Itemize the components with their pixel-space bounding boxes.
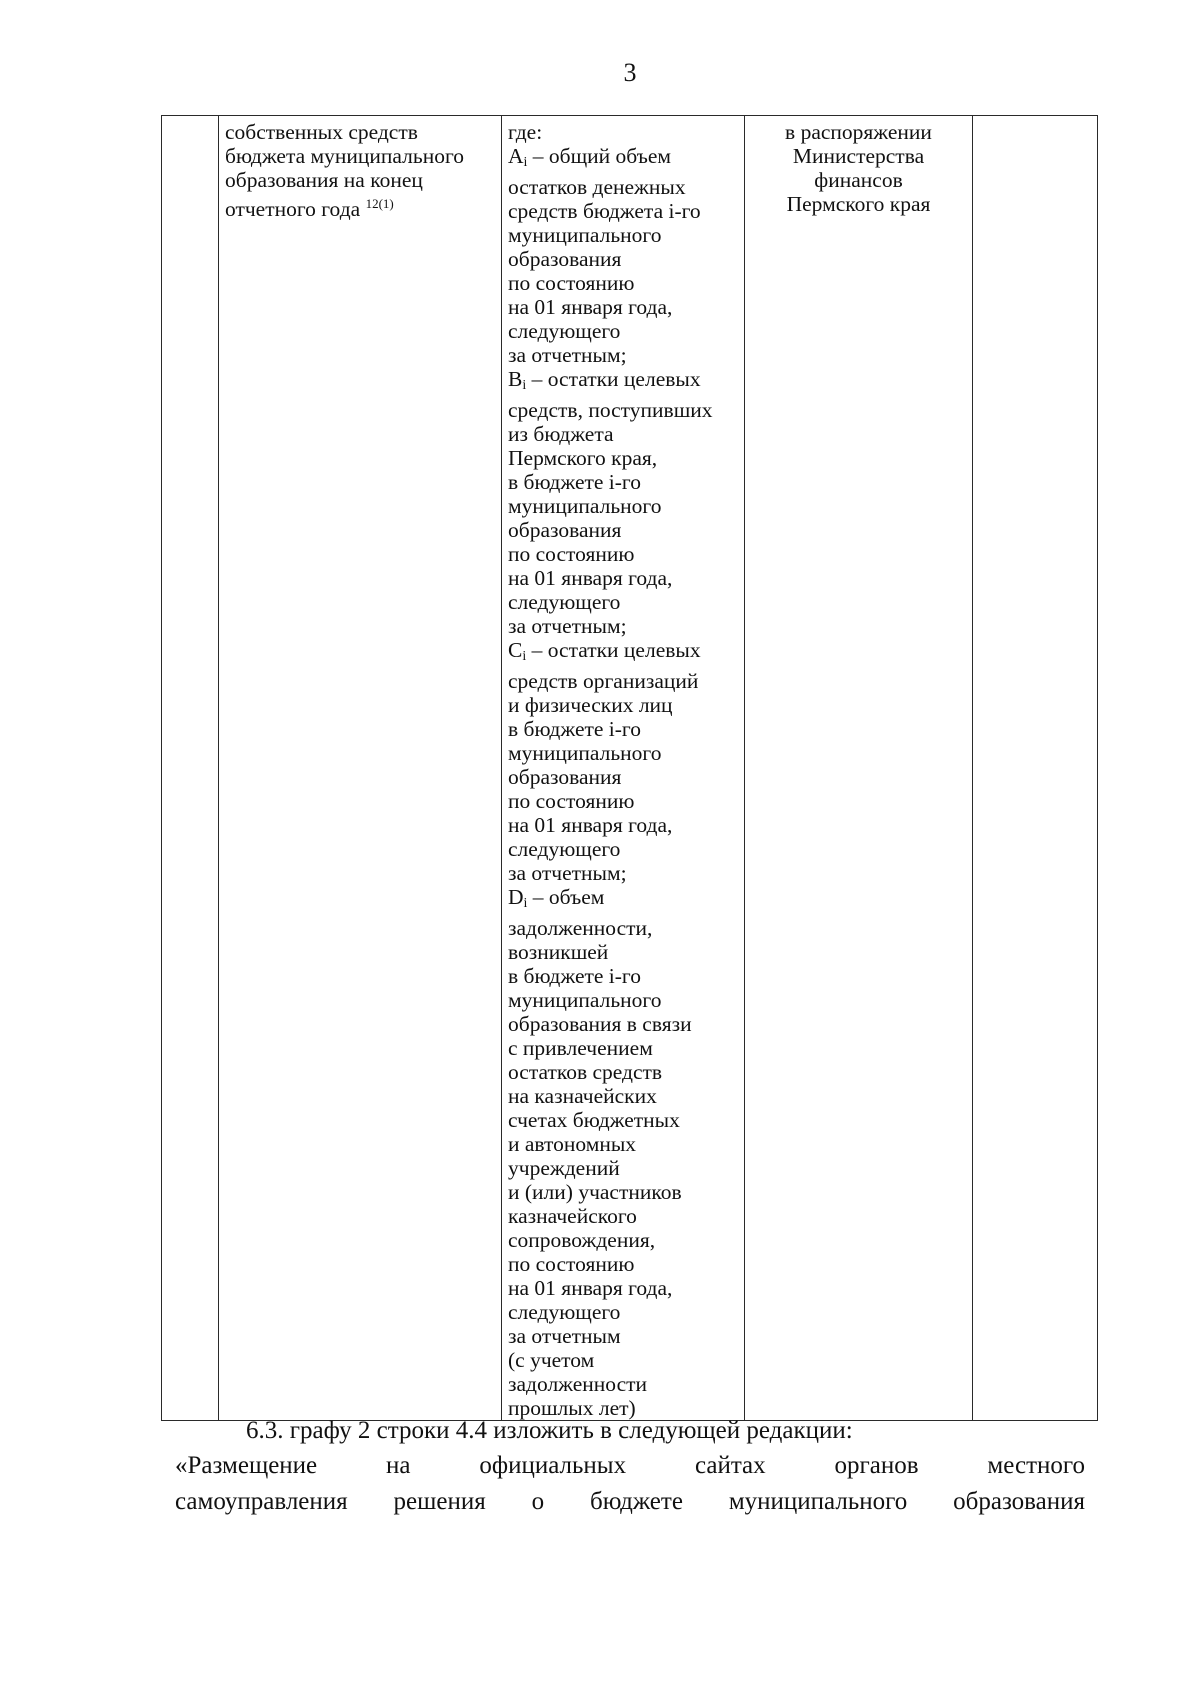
formula-line: счетах бюджетных — [508, 1108, 680, 1132]
formula-line: в бюджете i-го — [508, 717, 641, 741]
source-line: Пермского края — [786, 192, 931, 216]
formula-line: где: — [508, 120, 543, 144]
formula-line-text: – общий объем — [532, 144, 671, 168]
var-c-index: i — [522, 649, 527, 664]
formula-line: на 01 января года, — [508, 295, 673, 319]
indicator-table — [161, 115, 1098, 1421]
formula-line — [508, 638, 738, 669]
indicator-line-text: отчетного года — [225, 197, 361, 221]
formula-line: следующего — [508, 837, 621, 861]
formula-line: муниципального — [508, 741, 662, 765]
formula-line: за отчетным; — [508, 343, 627, 367]
formula-line: задолженности — [508, 1372, 648, 1396]
formula-line: с привлечением — [508, 1036, 653, 1060]
formula-line: муниципального — [508, 494, 662, 518]
formula-line: на 01 января года, — [508, 1276, 673, 1300]
formula-line: по состоянию — [508, 542, 635, 566]
paragraph-amendment: 6.3. графу 2 строки 4.4 изложить в следующей редакции: — [246, 1417, 853, 1444]
indicator-line: бюджета муниципального — [225, 144, 464, 168]
formula-line: и физических лиц — [508, 693, 673, 717]
formula-line: образования — [508, 247, 622, 271]
formula-line: следующего — [508, 1300, 621, 1324]
formula-line: следующего — [508, 319, 621, 343]
formula-line: за отчетным; — [508, 614, 627, 638]
formula-line — [508, 144, 738, 175]
cell-number — [162, 116, 219, 1421]
var-d-index: i — [523, 896, 528, 911]
formula-line: Пермского края, — [508, 446, 658, 470]
cell-data-source — [745, 116, 973, 1421]
formula-line-text: – остатки целевых — [531, 638, 701, 662]
source-line: Министерства — [792, 144, 925, 168]
indicator-line — [225, 192, 495, 221]
formula-line: по состоянию — [508, 789, 635, 813]
formula-line: и автономных — [508, 1132, 637, 1156]
formula-line: прошлых лет) — [508, 1396, 636, 1420]
formula-line: в бюджете i-го — [508, 964, 641, 988]
formula-line-text: – объем — [532, 885, 605, 909]
formula-line: остатков средств — [508, 1060, 663, 1084]
formula-line: сопровождения, — [508, 1228, 656, 1252]
formula-line: возникшей — [508, 940, 609, 964]
cell-indicator-name — [219, 116, 502, 1421]
formula-line-text: – остатки целевых — [531, 367, 701, 391]
indicator-line: собственных средств — [225, 120, 418, 144]
formula-line: муниципального — [508, 223, 662, 247]
formula-line: по состоянию — [508, 271, 635, 295]
formula-line — [508, 367, 738, 398]
formula-line: средств бюджета i-го — [508, 199, 701, 223]
formula-line: муниципального — [508, 988, 662, 1012]
indicator-line: образования на конец — [225, 168, 423, 192]
formula-line: из бюджета — [508, 422, 614, 446]
formula-line: образования — [508, 765, 622, 789]
formula-line: образования — [508, 518, 622, 542]
var-a-index: i — [523, 155, 528, 170]
formula-line: средств организаций — [508, 669, 699, 693]
formula-line: (с учетом — [508, 1348, 595, 1372]
formula-line: казначейского — [508, 1204, 637, 1228]
source-line: финансов — [814, 168, 903, 192]
formula-line: на казначейских — [508, 1084, 657, 1108]
formula-line: на 01 января года, — [508, 566, 673, 590]
formula-line: следующего — [508, 590, 621, 614]
var-a: A — [508, 144, 524, 168]
formula-line: учреждений — [508, 1156, 620, 1180]
var-b-index: i — [522, 378, 527, 393]
formula-line: за отчетным; — [508, 861, 627, 885]
formula-line: остатков денежных — [508, 175, 686, 199]
footnote-ref: 12(1) — [365, 196, 394, 211]
formula-line: на 01 января года, — [508, 813, 673, 837]
paragraph-quote-start: «Размещение на официальных сайтах органов местного — [175, 1452, 1085, 1479]
cell-formula-description — [502, 116, 745, 1421]
formula-line: по состоянию — [508, 1252, 635, 1276]
formula-line — [508, 885, 738, 916]
formula-line: средств, поступивших — [508, 398, 713, 422]
paragraph-quote-continued: самоуправления решения о бюджете муниципального образования — [175, 1488, 1085, 1515]
formula-line: задолженности, — [508, 916, 653, 940]
var-c: C — [508, 638, 523, 662]
formula-line: образования в связи — [508, 1012, 692, 1036]
page-number: 3 — [623, 58, 637, 87]
var-b: B — [508, 367, 523, 391]
formula-line: за отчетным — [508, 1324, 621, 1348]
formula-line: в бюджете i-го — [508, 470, 641, 494]
formula-line: и (или) участников — [508, 1180, 682, 1204]
source-line: в распоряжении — [785, 120, 932, 144]
cell-empty — [973, 116, 1098, 1421]
table-row — [162, 116, 1098, 1421]
var-d: D — [508, 885, 524, 909]
